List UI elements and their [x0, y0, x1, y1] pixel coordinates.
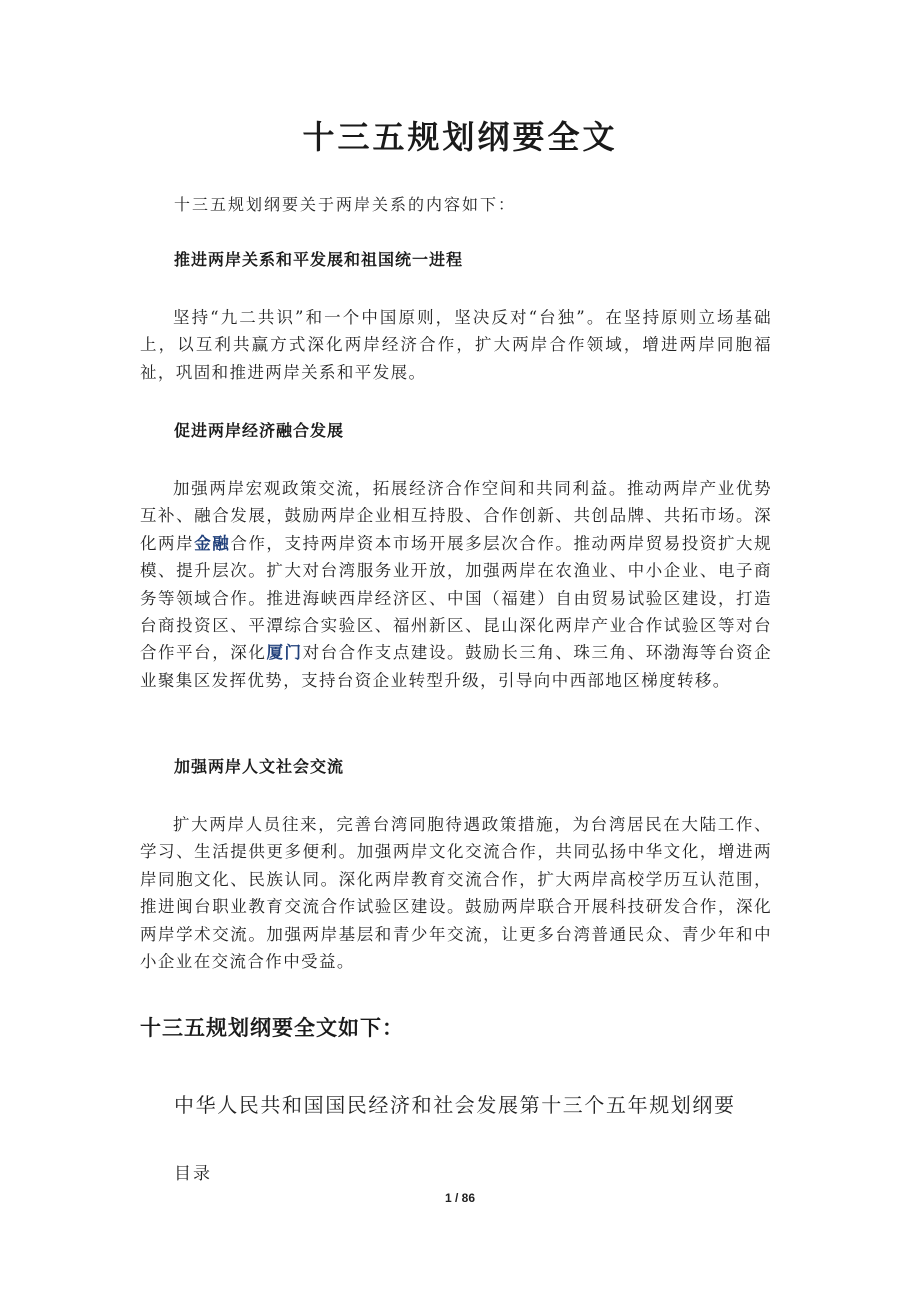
document-title: 中华人民共和国国民经济和社会发展第十三个五年规划纲要 [174, 1093, 736, 1117]
toc-label: 目录 [174, 1164, 212, 1184]
fulltext-heading: 十三五规划纲要全文如下： [140, 1016, 404, 1040]
intro-text: 十三五规划纲要关于两岸关系的内容如下： [174, 195, 517, 214]
page-title: 十三五规划纲要全文 [302, 118, 618, 156]
xiamen-link[interactable]: 厦门 [266, 643, 303, 663]
body-text: 对台合作支点建设。鼓励长三角、珠三角、环渤海等台资企业聚集区发挥优势，支持台资企业转型升级，引导向中西部地区梯度转移。 [140, 643, 772, 690]
section-body-peaceful-development: 坚持“九二共识”和一个中国原则，坚决反对“台独”。在坚持原则立场基础上，以互利共赢方式深化两岸经济合作，扩大两岸合作领域，增进两岸同胞福祉，巩固和推进两岸关系和平发展。 [140, 308, 772, 382]
section-body-cultural-exchange: 扩大两岸人员往来，完善台湾同胞待遇政策措施，为台湾居民在大陆工作、学习、生活提供更多便利。加强两岸文化交流合作，共同弘扬中华文化，增进两岸同胞文化、民族认同。深化两岸教育交流合作，扩大两岸高校学历互认范围，推进闽台职业教育交流合作试验区建设。鼓励两岸联合开展科技研发合作，深化两岸学术交流。加强两岸基层和青少年交流，让更多台湾普通民众、青少年和中小企业在交流合作中受益。 [140, 815, 772, 972]
section-heading-peaceful-development: 推进两岸关系和平发展和祖国统一进程 [174, 250, 464, 269]
body-text: 加强两岸宏观政策交流，拓展经济合作空间和共同利益。推动两岸产业优势互补、融合发展，鼓励两岸企业相互持股、合作创新、共创品牌、共拓市场。深化两岸 [140, 479, 772, 553]
section-body-economic-integration [140, 475, 772, 694]
body-text: 合作，支持两岸资本市场开展多层次合作。推动两岸贸易投资扩大规模、提升层次。扩大对台湾服务业开放，加强两岸在农渔业、中小企业、电子商务等领域合作。推进海峡西岸经济区、中国（福建）自由贸易试验区建设，打造台商投资区、平潭综合实验区、福州新区、昆山深化两岸产业合作试验区等对台合作平台，深化 [140, 533, 772, 663]
section-heading-cultural-exchange: 加强两岸人文社会交流 [174, 757, 345, 776]
finance-link[interactable]: 金融 [194, 533, 231, 553]
page-number: 1 / 86 [444, 1191, 476, 1205]
section-heading-economic-integration: 促进两岸经济融合发展 [174, 421, 345, 440]
